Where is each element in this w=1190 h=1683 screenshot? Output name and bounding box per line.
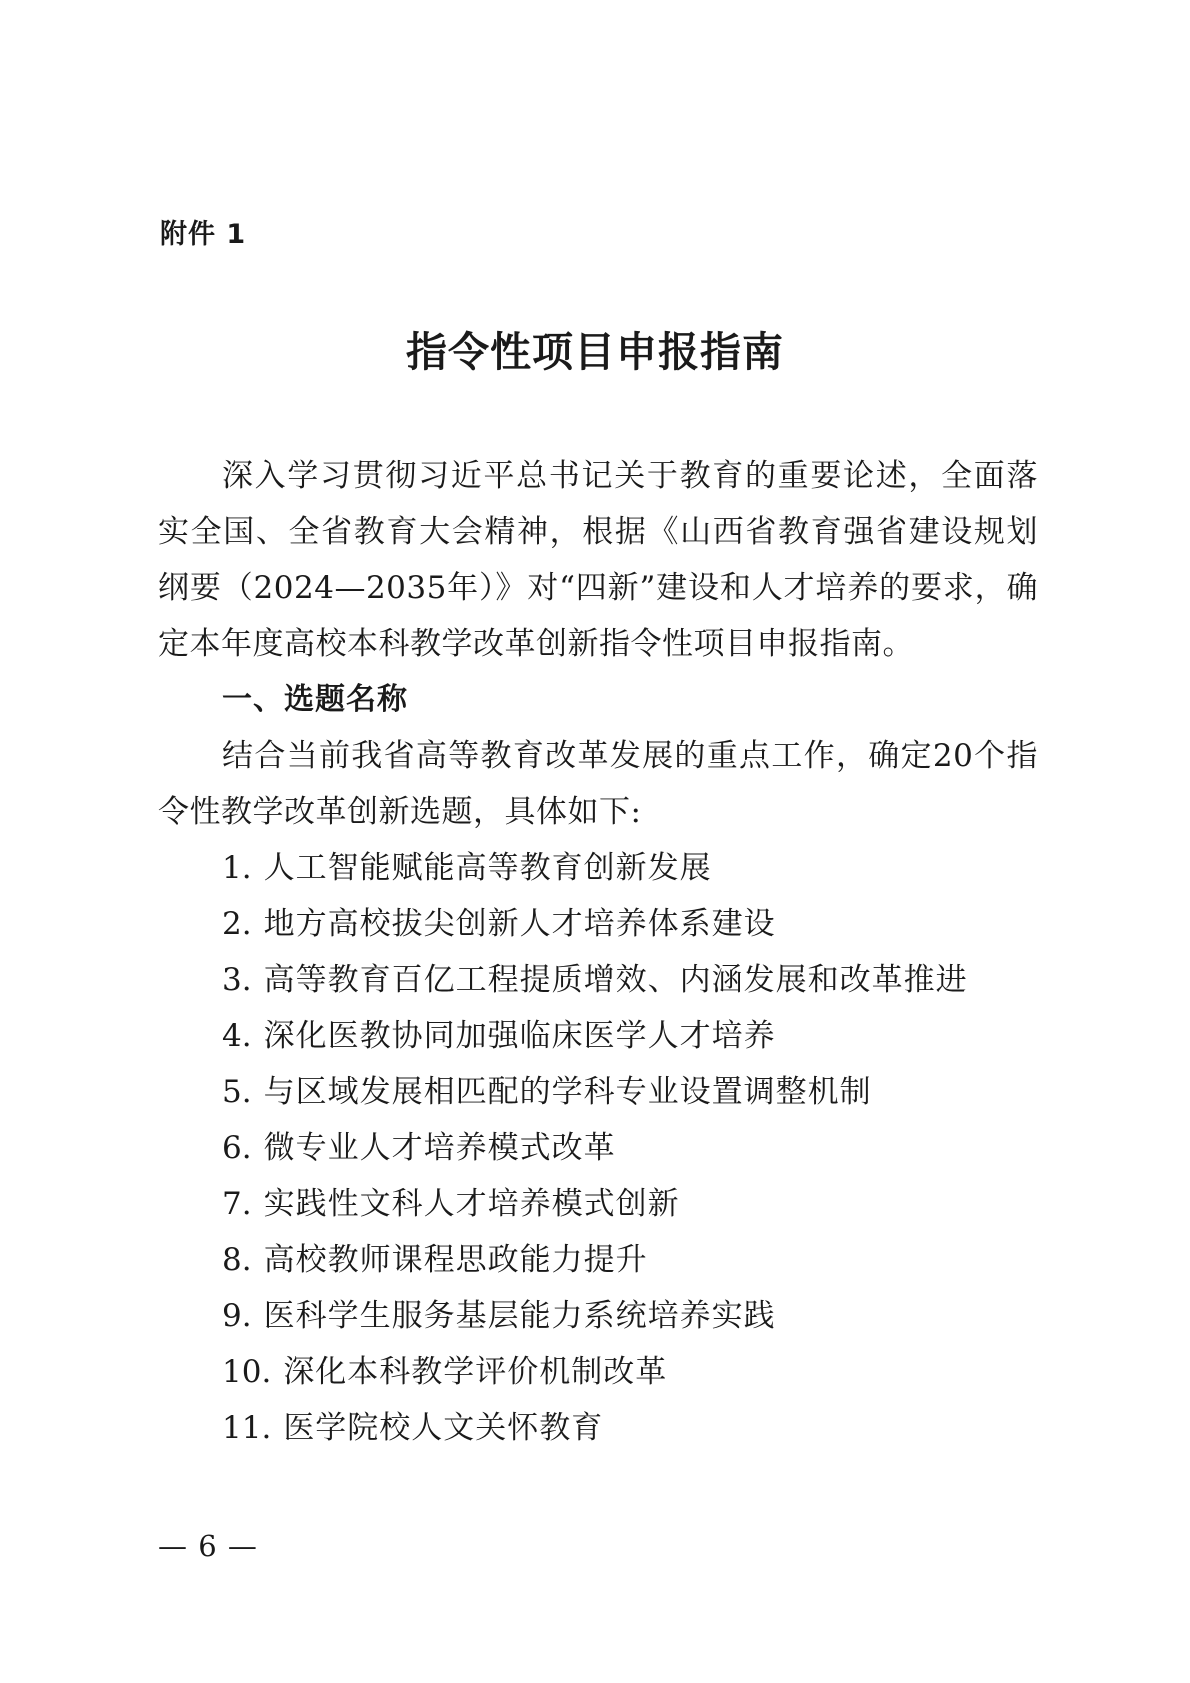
list-item-text: 高校教师课程思政能力提升	[263, 1242, 648, 1278]
list-item-number: 6.	[222, 1130, 252, 1166]
list-item-number: 11.	[222, 1410, 272, 1446]
list-item-number: 9.	[222, 1298, 252, 1334]
section-heading-topic-names: 一、选题名称	[222, 682, 408, 717]
list-item	[222, 1176, 968, 1232]
list-item-text: 医科学生服务基层能力系统培养实践	[263, 1298, 776, 1334]
list-item-text: 地方高校拔尖创新人才培养体系建设	[263, 906, 776, 942]
list-item-number: 7.	[222, 1186, 252, 1222]
list-item	[222, 1400, 968, 1456]
list-item	[222, 1120, 968, 1176]
list-item-text: 人工智能赋能高等教育创新发展	[263, 850, 712, 886]
list-item-text: 深化本科教学评价机制改革	[283, 1354, 668, 1390]
list-item	[222, 896, 968, 952]
list-item	[222, 1344, 968, 1400]
list-item	[222, 840, 968, 896]
list-item-number: 2.	[222, 906, 252, 942]
list-item	[222, 1008, 968, 1064]
list-item-number: 4.	[222, 1018, 252, 1054]
list-item-number: 10.	[222, 1354, 272, 1390]
list-item	[222, 1232, 968, 1288]
section-paragraph: 结合当前我省高等教育改革发展的重点工作，确定20个指令性教学改革创新选题，具体如下:	[158, 738, 1038, 830]
list-item	[222, 1288, 968, 1344]
list-item-text: 医学院校人文关怀教育	[283, 1410, 604, 1446]
list-item-text: 微专业人才培养模式改革	[263, 1130, 616, 1166]
document-title: 指令性项目申报指南	[406, 328, 784, 376]
list-item-text: 与区域发展相匹配的学科专业设置调整机制	[263, 1074, 872, 1110]
intro-paragraph: 深入学习贯彻习近平总书记关于教育的重要论述，全面落实全国、全省教育大会精神，根据《山西省教育强省建设规划纲要（2024—2035年）》对“四新”建设和人才培养的要求，确定本年度高校本科教学改革创新指令性项目申报指南。	[158, 458, 1038, 662]
list-item-number: 1.	[222, 850, 252, 886]
list-item	[222, 952, 968, 1008]
list-item-text: 高等教育百亿工程提质增效、内涵发展和改革推进	[263, 962, 968, 998]
attachment-label: 附件 1	[160, 219, 247, 250]
list-item-text: 深化医教协同加强临床医学人才培养	[263, 1018, 776, 1054]
list-item	[222, 1064, 968, 1120]
list-item-number: 3.	[222, 962, 252, 998]
list-item-number: 8.	[222, 1242, 252, 1278]
list-item-text: 实践性文科人才培养模式创新	[263, 1186, 680, 1222]
topic-list	[222, 840, 968, 1456]
list-item-number: 5.	[222, 1074, 252, 1110]
page-number: — 6 —	[158, 1529, 258, 1563]
